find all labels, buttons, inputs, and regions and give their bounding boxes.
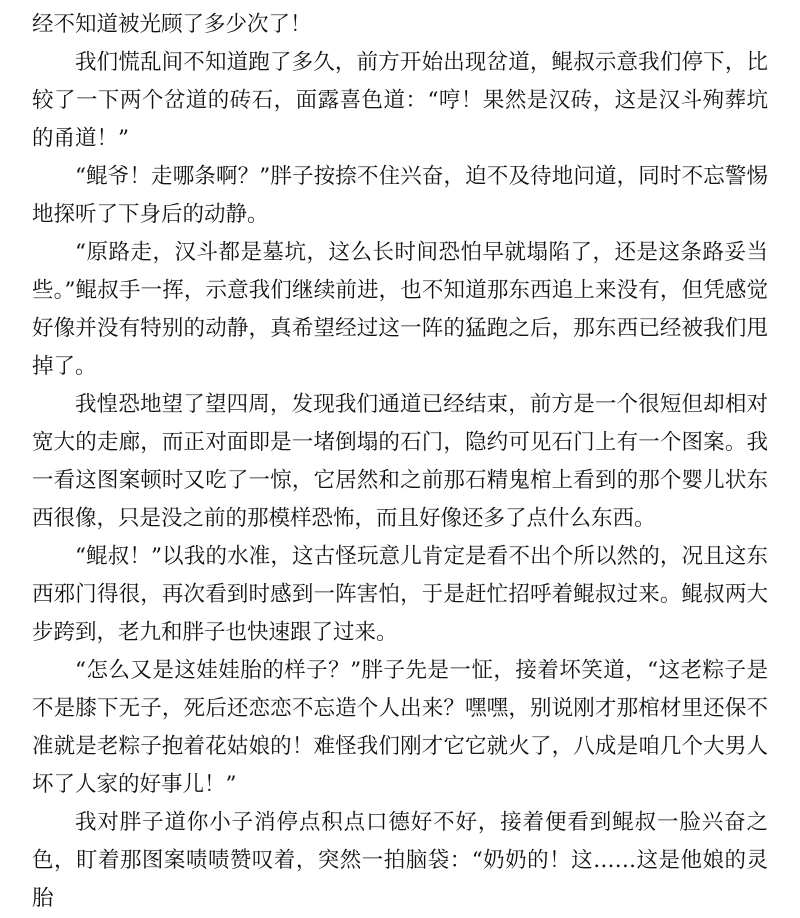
paragraph-2: 我们慌乱间不知道跑了多久，前方开始出现岔道，鲲叔示意我们停下，比较了一下两个岔道的砖石，面露喜色道：“哼！果然是汉砖，这是汉斗殉葬坑的甬道！” — [32, 50, 768, 151]
paragraph-7: “怎么又是这娃娃胎的样子？”胖子先是一怔，接着坏笑道，“这老粽子是不是膝下无子，死后还恋恋不忘造个人出来？嘿嘿，别说刚才那棺材里还保不准就是老粽子抱着花姑娘的！难怪我们刚才它它就火了，八成是咱几个大男人坏了人家的好事儿！” — [32, 658, 768, 797]
paragraph-6: “鲲叔！”以我的水准，这古怪玩意儿肯定是看不出个所以然的，况且这东西邪门得很，再次看到时感到一阵害怕，于是赶忙招呼着鲲叔过来。鲲叔两大步跨到，老九和胖子也快速跟了过来。 — [32, 544, 768, 645]
paragraph-1: 经不知道被光顾了多少次了！ — [32, 12, 312, 37]
paragraph-4: “原路走，汉斗都是墓坑，这么长时间恐怕早就塌陷了，还是这条路妥当些。”鲲叔手一挥，示意我们继续前进，也不知道那东西追上来没有，但凭感觉好像并没有特别的动静，真希望经过这一阵的猛跑之后，那东西已经被我们甩掉了。 — [32, 240, 768, 379]
paragraph-5: 我惶恐地望了望四周，发现我们通道已经结束，前方是一个很短但却相对宽大的走廊，而正对面即是一堵倒塌的石门，隐约可见石门上有一个图案。我一看这图案顿时又吃了一惊，它居然和之前那石精鬼棺上看到的那个婴儿状东西很像，只是没之前的那模样恐怖，而且好像还多了点什么东西。 — [32, 392, 768, 531]
paragraph-3: “鲲爷！走哪条啊？”胖子按捺不住兴奋，迫不及待地问道，同时不忘警惕地探听了下身后的动静。 — [32, 164, 768, 227]
paragraph-8: 我对胖子道你小子消停点积点口德好不好，接着便看到鲲叔一脸兴奋之色，盯着那图案啧啧赞叹着，突然一拍脑袋：“奶奶的！这……这是他娘的灵胎 — [32, 810, 768, 911]
